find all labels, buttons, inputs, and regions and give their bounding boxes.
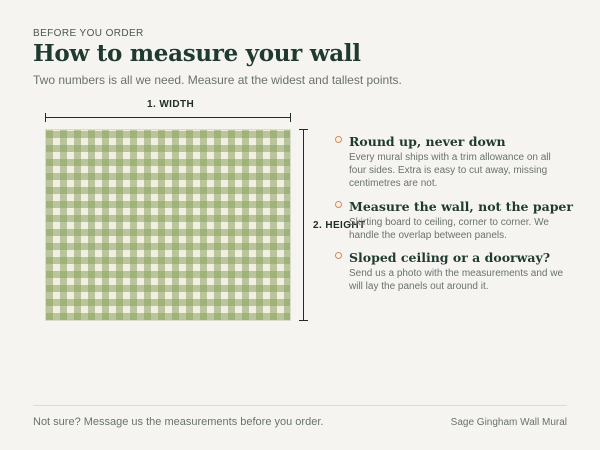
page-subtitle: Two numbers is all we need. Measure at the widest and tallest points. bbox=[33, 73, 402, 87]
width-dimension-line bbox=[45, 117, 291, 118]
tip-title: Round up, never down bbox=[349, 134, 506, 149]
tip-body: Send us a photo with the measurements and we will lay the panels out around it. bbox=[349, 268, 564, 292]
bullet-circle-icon bbox=[335, 252, 342, 259]
tip-title: Measure the wall, not the paper bbox=[349, 199, 573, 214]
page-title: How to measure your wall bbox=[33, 40, 361, 67]
tip-body: Skirting board to ceiling, corner to corner. We handle the overlap between panels. bbox=[349, 217, 549, 241]
bullet-circle-icon bbox=[335, 201, 342, 208]
footer-help-text: Not sure? Message us the measurements before you order. bbox=[33, 416, 324, 428]
bullet-circle-icon bbox=[335, 136, 342, 143]
height-label: 2. HEIGHT bbox=[313, 220, 366, 231]
footer-product-name: Sage Gingham Wall Mural bbox=[450, 417, 567, 428]
footer-divider bbox=[33, 405, 567, 406]
eyebrow-label: BEFORE YOU ORDER bbox=[33, 28, 144, 39]
height-dimension-line bbox=[303, 129, 304, 321]
width-label: 1. WIDTH bbox=[147, 99, 195, 110]
wall-pattern-swatch bbox=[45, 129, 291, 321]
tip-body: Every mural ships with a trim allowance on all four sides. Extra is easy to cut away, missing centimetres are not. bbox=[349, 152, 551, 189]
tip-title: Sloped ceiling or a doorway? bbox=[349, 250, 551, 265]
